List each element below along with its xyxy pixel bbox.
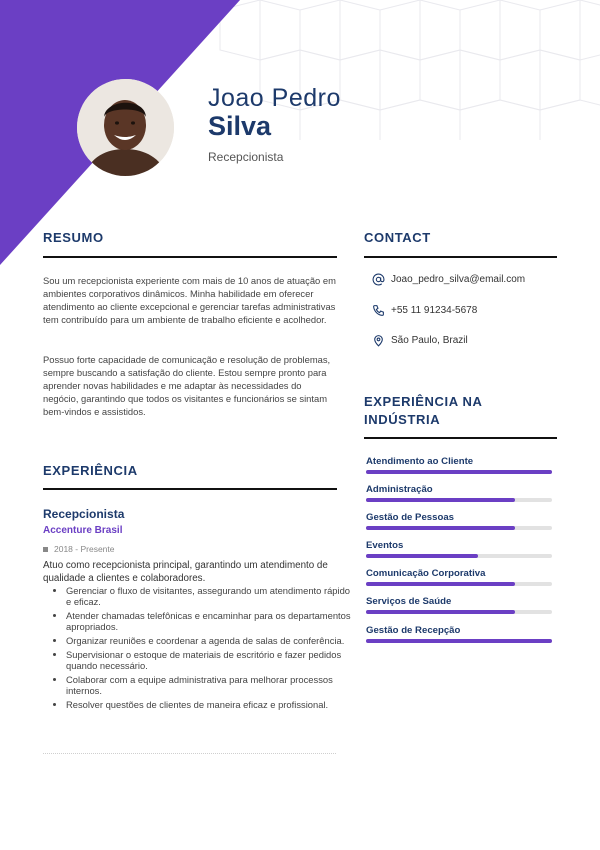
skill-bar-fill — [366, 498, 515, 502]
skill-label: Administração — [366, 484, 433, 495]
experience-company: Accenture Brasil — [43, 525, 123, 536]
list-item: • Organizar reuniões e coordenar a agenda de salas de conferência. — [66, 635, 356, 646]
skill-item — [366, 456, 552, 474]
list-item: • Resolver questões de clientes de maneira eficaz e profissional. — [66, 699, 356, 710]
skill-bar-fill — [366, 639, 552, 643]
contact-phone: +55 11 91234-5678 — [391, 305, 478, 316]
experience-role: Recepcionista — [43, 507, 125, 521]
skill-item — [366, 484, 552, 502]
list-item: • Supervisionar o estoque de materiais de escritório e fazer pedidos quando necessário. — [66, 649, 356, 672]
skill-bar-track — [366, 582, 552, 586]
job-title: Recepcionista — [208, 150, 284, 164]
experience-description: Atuo como recepcionista principal, garantindo um atendimento de qualidade a clientes e colaboradores. — [43, 560, 328, 584]
experience-heading: EXPERIÊNCIA — [43, 463, 138, 478]
industry-heading-line-1: EXPERIÊNCIA NA — [364, 394, 483, 409]
contact-email-row[interactable] — [372, 273, 525, 286]
skill-bar-track — [366, 639, 552, 643]
skill-item — [366, 596, 552, 614]
skill-label: Gestão de Pessoas — [366, 512, 454, 523]
first-name: Joao Pedro — [208, 84, 341, 112]
summary-divider — [43, 256, 337, 258]
experience-dates — [43, 544, 114, 554]
experience-bullet-list — [52, 585, 356, 712]
skill-label: Eventos — [366, 540, 404, 551]
last-name: Silva — [208, 111, 272, 141]
skill-label: Comunicação Corporativa — [366, 568, 486, 579]
list-item: • Colaborar com a equipe administrativa para melhorar processos internos. — [66, 674, 356, 697]
skill-label: Atendimento ao Cliente — [366, 456, 474, 467]
contact-location: São Paulo, Brazil — [391, 335, 468, 346]
skill-bar-track — [366, 526, 552, 530]
experience-divider — [43, 488, 337, 490]
contact-email: Joao_pedro_silva@email.com — [391, 274, 526, 285]
skill-bar-track — [366, 498, 552, 502]
skill-bar-fill — [366, 554, 478, 558]
contact-location-row — [372, 334, 468, 347]
at-sign-icon — [372, 273, 385, 286]
skill-item — [366, 568, 552, 586]
contact-phone-row[interactable] — [372, 304, 477, 317]
skill-item — [366, 512, 552, 530]
location-pin-icon — [372, 334, 385, 347]
skill-label: Serviços de Saúde — [366, 596, 452, 607]
contact-divider — [364, 256, 557, 258]
skill-bar-track — [366, 470, 552, 474]
industry-heading — [364, 393, 482, 429]
profile-photo — [77, 79, 174, 176]
contact-heading: CONTACT — [364, 230, 431, 245]
summary-paragraph-1: Sou um recepcionista experiente com mais de 10 anos de atuação em ambientes corporativos dinâmicos. Minha habilidade em oferecer atendimento ao cliente excepcional e gerenciar tarefas administrativas tem contribuído para um ambiente de trabalho eficiente e acolhedor. — [43, 275, 336, 326]
skill-item — [366, 625, 552, 643]
skill-item — [366, 540, 552, 558]
person-portrait-icon — [77, 79, 174, 176]
skill-bar-fill — [366, 610, 515, 614]
skill-bar-fill — [366, 470, 552, 474]
square-bullet-icon — [43, 547, 48, 552]
phone-icon — [372, 304, 385, 317]
summary-heading: RESUMO — [43, 230, 104, 245]
industry-heading-line-2: INDÚSTRIA — [364, 412, 441, 427]
skill-bar-fill — [366, 582, 515, 586]
skill-bar-track — [366, 554, 552, 558]
experience-dates-text: 2018 - Presente — [54, 544, 115, 554]
dotted-divider — [43, 753, 336, 754]
skill-label: Gestão de Recepção — [366, 625, 461, 636]
industry-divider — [364, 437, 557, 439]
skill-bar-fill — [366, 526, 515, 530]
skill-bar-track — [366, 610, 552, 614]
list-item: • Atender chamadas telefônicas e encaminhar para os departamentos apropriados. — [66, 610, 356, 633]
list-item: • Gerenciar o fluxo de visitantes, assegurando um atendimento rápido e eficaz. — [66, 585, 356, 608]
summary-paragraph-2: Possuo forte capacidade de comunicação e resolução de problemas, sempre buscando a satisfação do cliente. Estou sempre pronto para aprender novas habilidades e me adaptar às necessidades do negócio, garantindo que todos os visitantes e funcionários se sintam bem-vindos e assistidos. — [43, 354, 331, 418]
